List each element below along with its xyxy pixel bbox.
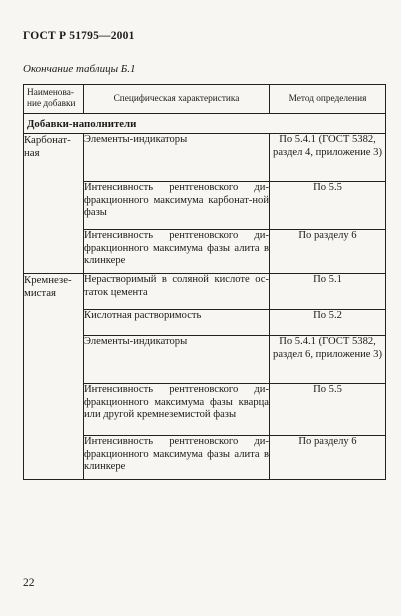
method-cell: По 5.4.1 (ГОСТ 5382, раздел 4, приложение 3) (270, 134, 386, 182)
characteristic-cell: Элементы-индикаторы (84, 134, 270, 182)
method-cell: По 5.5 (270, 384, 386, 436)
page-number: 22 (23, 577, 35, 589)
group-row (24, 114, 386, 134)
characteristic-cell: Нерастворимый в соляной кислоте ос-таток цемента (84, 274, 270, 310)
column-header-characteristic: Специфическая характеристика (84, 85, 270, 114)
table-caption: Окончание таблицы Б.1 (23, 63, 136, 75)
table-row (24, 134, 386, 182)
characteristic-cell: Интенсивность рентгеновского ди-фракционного максимума фазы алита в клинкере (84, 230, 270, 274)
characteristic-cell: Интенсивность рентгеновского ди-фракционного максимума фазы алита в клинкере (84, 436, 270, 480)
group-title: Добавки-наполнители (24, 114, 386, 134)
methods-table (23, 84, 386, 480)
document-standard-header: ГОСТ Р 51795—2001 (23, 30, 135, 42)
column-header-method: Метод определения (270, 85, 386, 114)
characteristic-cell: Интенсивность рентгеновского ди-фракционного максимума карбонат-ной фазы (84, 182, 270, 230)
method-cell: По разделу 6 (270, 230, 386, 274)
table-row (24, 274, 386, 310)
method-cell: По 5.5 (270, 182, 386, 230)
characteristic-cell: Кислотная растворимость (84, 310, 270, 336)
characteristic-cell: Интенсивность рентгеновского ди-фракционного максимума фазы кварца или другой кремнеземистой фазы (84, 384, 270, 436)
method-cell: По 5.1 (270, 274, 386, 310)
method-cell: По 5.2 (270, 310, 386, 336)
method-cell: По 5.4.1 (ГОСТ 5382, раздел 6, приложение 3) (270, 336, 386, 384)
method-cell: По разделу 6 (270, 436, 386, 480)
column-header-additive-name: Наименова-ние добавки (24, 85, 84, 114)
characteristic-cell: Элементы-индикаторы (84, 336, 270, 384)
table-header-row (24, 85, 386, 114)
category-name-siliceous: Кремнезе-мистая (24, 274, 84, 480)
category-name-carbonate: Карбонат-ная (24, 134, 84, 274)
